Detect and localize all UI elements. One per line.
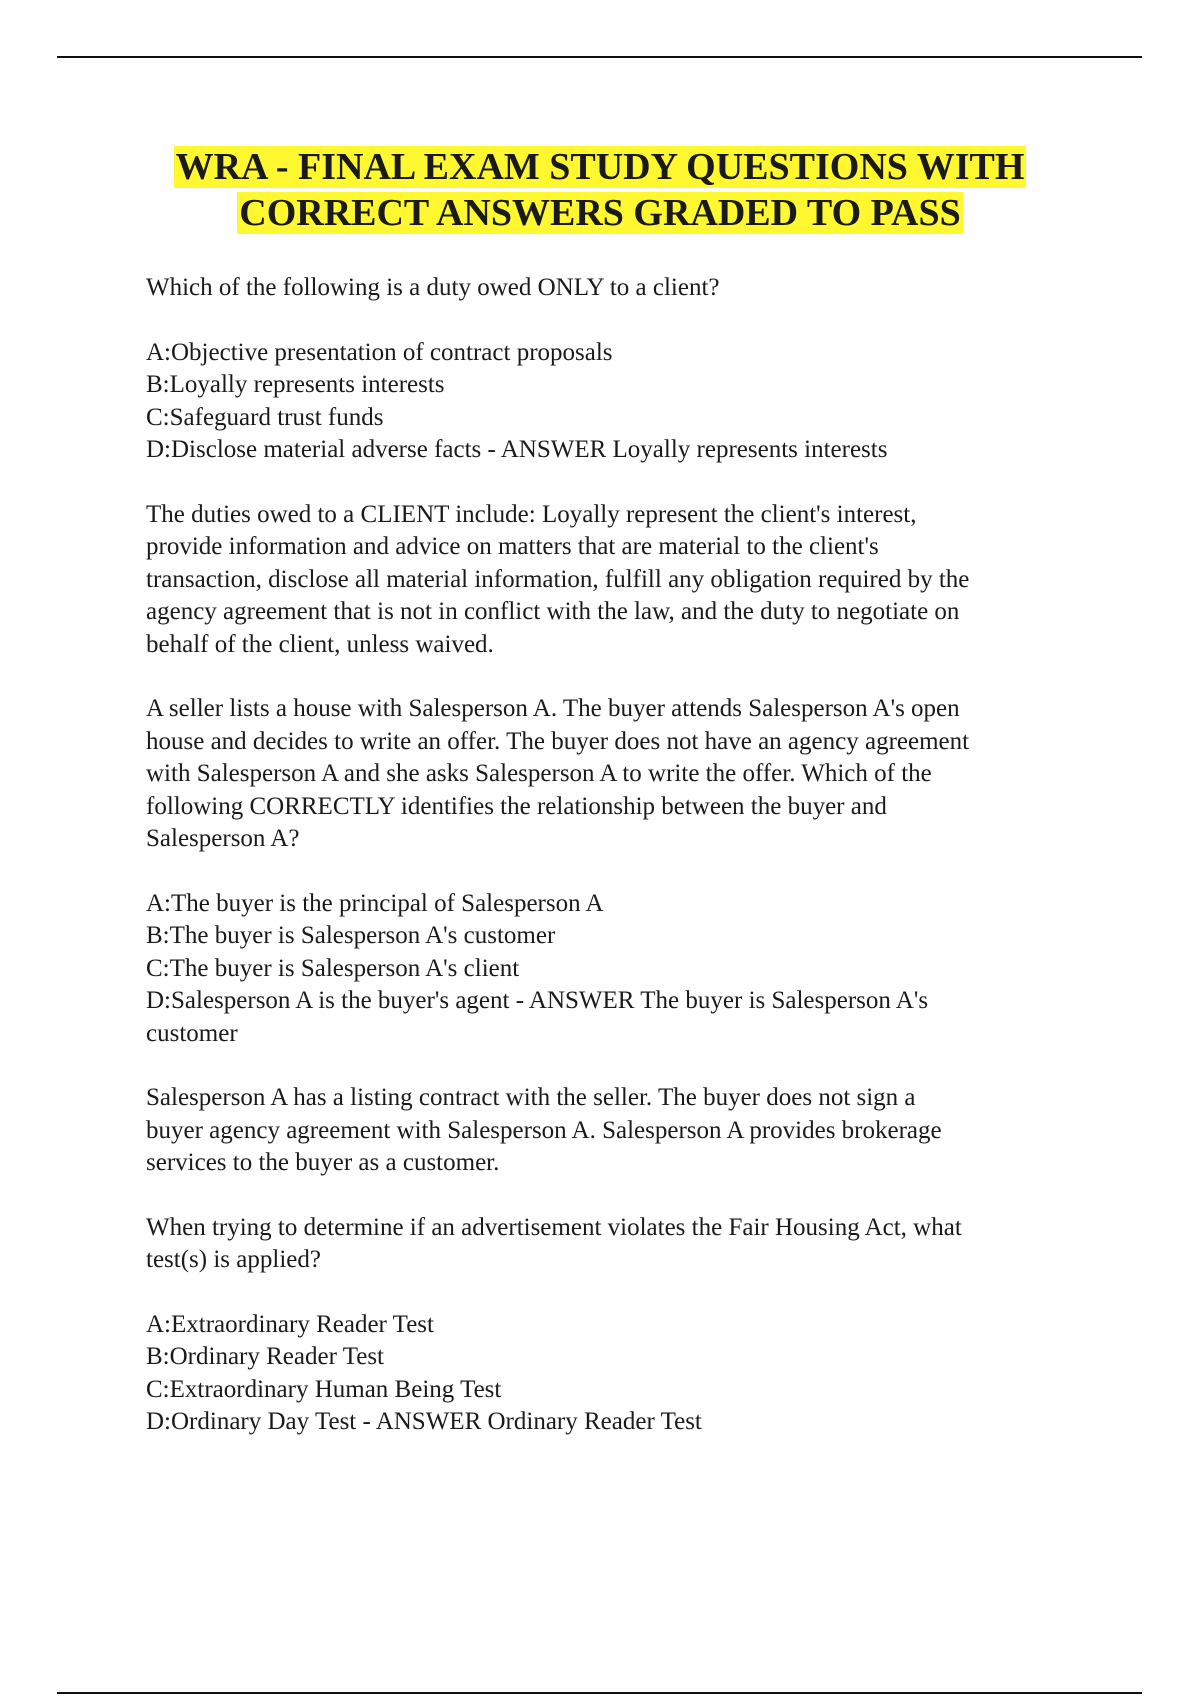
question-line: following CORRECTLY identifies the relationship between the buyer and <box>146 792 887 820</box>
document-body <box>146 272 1096 1471</box>
explanation-line: The duties owed to a CLIENT include: Loyally represent the client's interest, <box>146 500 917 528</box>
question-line: When trying to determine if an advertisement violates the Fair Housing Act, what <box>146 1213 962 1241</box>
option-c: C:Safeguard trust funds <box>146 403 384 431</box>
title-line-1: WRA - FINAL EXAM STUDY QUESTIONS WITH <box>175 146 1025 188</box>
question-3 <box>146 1212 1096 1277</box>
title-line-2: CORRECT ANSWERS GRADED TO PASS <box>239 192 961 234</box>
option-a: A:Objective presentation of contract proposals <box>146 338 613 366</box>
option-c: C:The buyer is Salesperson A's client <box>146 954 520 982</box>
top-rule <box>57 56 1142 58</box>
option-b: B:Ordinary Reader Test <box>146 1343 385 1370</box>
question-line: Salesperson A? <box>146 825 300 852</box>
question-1-options <box>146 337 1096 467</box>
question-1 <box>146 272 1096 305</box>
option-a: A:Extraordinary Reader Test <box>146 1310 434 1338</box>
option-d-with-answer: D:Salesperson A is the buyer's agent - ANSWER The buyer is Salesperson A's <box>146 987 929 1014</box>
explanation-line: buyer agency agreement with Salesperson A. Salesperson A provides brokerage <box>146 1116 942 1144</box>
question-2-options <box>146 888 1096 1051</box>
question-line: house and decides to write an offer. The buyer does not have an agency agreement <box>146 727 970 755</box>
explanation-line: Salesperson A has a listing contract with the seller. The buyer does not sign a <box>146 1084 916 1111</box>
option-d-with-answer: D:Ordinary Day Test - ANSWER Ordinary Reader Test <box>146 1408 702 1435</box>
explanation-line: agency agreement that is not in conflict with the law, and the duty to negotiate on <box>146 598 960 625</box>
question-3-options <box>146 1309 1096 1439</box>
question-text: Which of the following is a duty owed ONLY to a client? <box>146 274 720 301</box>
document-title <box>60 144 1140 236</box>
explanation-line: services to the buyer as a customer. <box>146 1149 500 1176</box>
option-d-with-answer-continued: customer <box>146 1019 238 1047</box>
question-2 <box>146 693 1096 856</box>
option-b: B:Loyally represents interests <box>146 371 445 398</box>
option-d-with-answer: D:Disclose material adverse facts - ANSWER Loyally represents interests <box>146 436 888 463</box>
option-b: B:The buyer is Salesperson A's customer <box>146 922 556 949</box>
option-a: A:The buyer is the principal of Salesperson A <box>146 889 604 917</box>
explanation-line: transaction, disclose all material information, fulfill any obligation required by the <box>146 565 970 593</box>
question-line: A seller lists a house with Salesperson A. The buyer attends Salesperson A's open <box>146 695 960 722</box>
explanation-line: behalf of the client, unless waived. <box>146 630 494 658</box>
question-2-explanation <box>146 1082 1096 1180</box>
question-1-explanation <box>146 499 1096 662</box>
question-line: test(s) is applied? <box>146 1246 321 1273</box>
explanation-line: provide information and advice on matters that are material to the client's <box>146 533 879 560</box>
option-c: C:Extraordinary Human Being Test <box>146 1375 502 1403</box>
question-line: with Salesperson A and she asks Salesperson A to write the offer. Which of the <box>146 760 932 787</box>
bottom-rule <box>57 1692 1142 1694</box>
